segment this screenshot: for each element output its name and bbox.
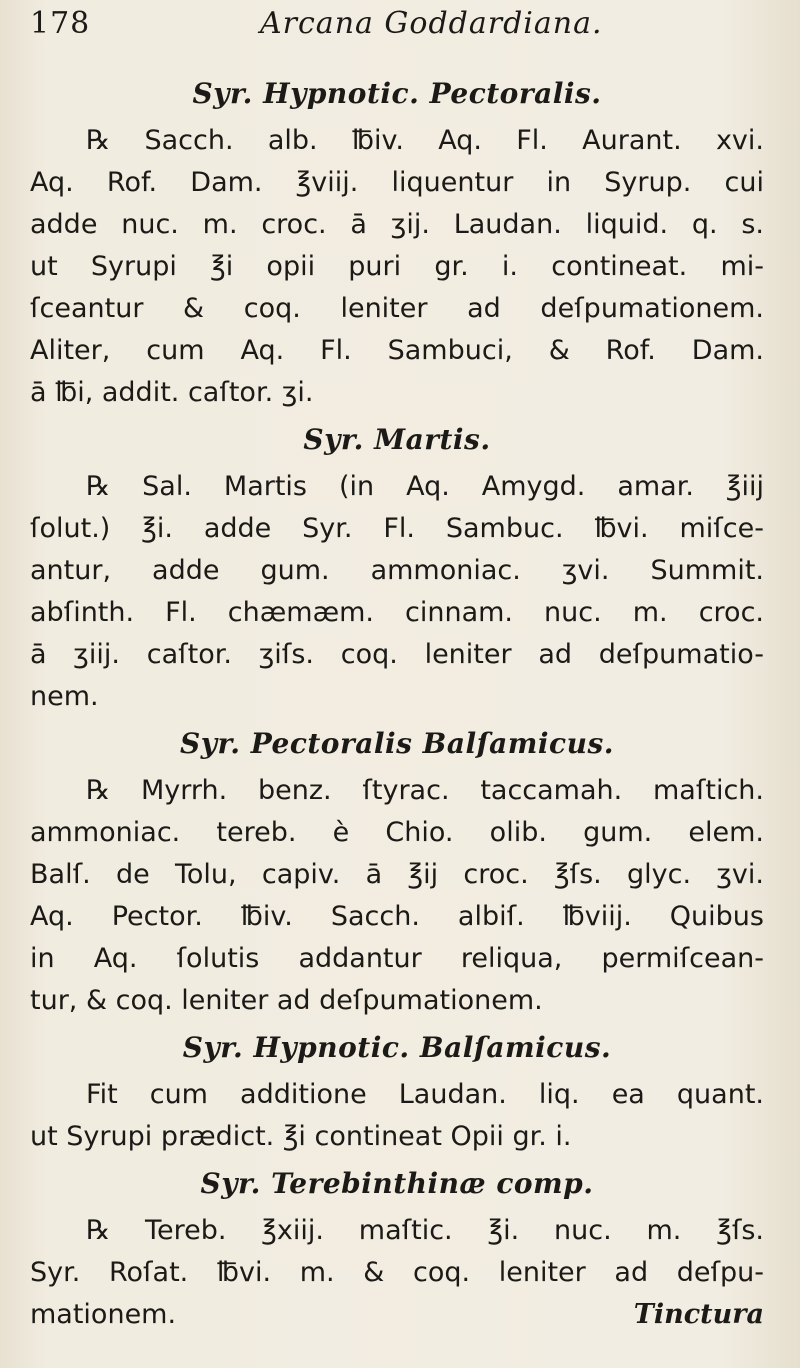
text-line: abſinth. Fl. chæmæm. cinnam. nuc. m. croc.: [30, 597, 764, 628]
page-header: [30, 6, 764, 68]
recipe-body: [30, 770, 764, 1022]
text-line: tur, & coq. leniter ad deſpumationem.: [30, 985, 543, 1016]
text-line: ut Syrupi prædict. ℥i contineat Opii gr. i.: [30, 1121, 572, 1152]
text-line: ℞ Myrrh. benz. ſtyrac. taccamah. maſtich.: [86, 775, 764, 806]
catchword: Tinctura: [634, 1294, 764, 1336]
recipe-heading: Syr. Hypnotic. Pectoralis.: [192, 77, 602, 110]
text-line-with-catchword: [30, 1294, 764, 1336]
running-title: Arcana Goddardiana.: [260, 6, 603, 41]
text-line: ℞ Tereb. ℥xiij. maſtic. ℥i. nuc. m. ℥ſs.: [86, 1215, 764, 1246]
text-line: mationem.: [30, 1299, 177, 1330]
text-line: Aq. Rof. Dam. ℥viij. liquentur in Syrup. cui: [30, 167, 764, 198]
text-line: ℞ Sacch. alb. ℔iv. Aq. Fl. Aurant. xvi.: [86, 125, 764, 156]
recipe-heading: Syr. Pectoralis Balſamicus.: [180, 727, 614, 760]
text-line: in Aq. ſolutis addantur reliqua, permiſcean-: [30, 943, 764, 974]
text-line: ammoniac. tereb. è Chio. olib. gum. elem.: [30, 817, 764, 848]
text-line: Syr. Roſat. ℔vi. m. & coq. leniter ad deſpu-: [30, 1257, 764, 1288]
recipe-body: [30, 466, 764, 718]
recipe-heading: Syr. Martis.: [303, 423, 491, 456]
text-line: nem.: [30, 681, 99, 712]
recipe-body: [30, 120, 764, 414]
recipe-heading: Syr. Terebinthinæ comp.: [200, 1167, 594, 1200]
text-line: ſceantur & coq. leniter ad deſpumationem.: [30, 293, 764, 324]
text-line: ā ℔i, addit. caſtor. ʒi.: [30, 377, 314, 408]
text-line: adde nuc. m. croc. ā ʒij. Laudan. liquid. q. s.: [30, 209, 764, 240]
text-line: ℞ Sal. Martis (in Aq. Amygd. amar. ℥iij: [86, 471, 764, 502]
text-line: antur, adde gum. ammoniac. ʒvi. Summit.: [30, 555, 764, 586]
recipe-body: [30, 1074, 764, 1158]
page-number: 178: [30, 6, 91, 41]
text-line: ſolut.) ℥i. adde Syr. Fl. Sambuc. ℔vi. miſce-: [30, 513, 764, 544]
text-line: ā ʒiij. caſtor. ʒiſs. coq. leniter ad deſpumatio-: [30, 639, 764, 670]
recipe-body: [30, 1210, 764, 1336]
recipe-heading: Syr. Hypnotic. Balſamicus.: [182, 1031, 612, 1064]
text-line: ut Syrupi ℥i opii puri gr. i. contineat. mi-: [30, 251, 764, 282]
text-line: Aliter, cum Aq. Fl. Sambuci, & Rof. Dam.: [30, 335, 764, 366]
text-line: Fit cum additione Laudan. liq. ea quant.: [86, 1079, 764, 1110]
text-line: Aq. Pector. ℔iv. Sacch. albiſ. ℔viij. Quibus: [30, 901, 764, 932]
text-line: Balſ. de Tolu, capiv. ā ℥ij croc. ℥ſs. glyc. ʒvi.: [30, 859, 764, 890]
